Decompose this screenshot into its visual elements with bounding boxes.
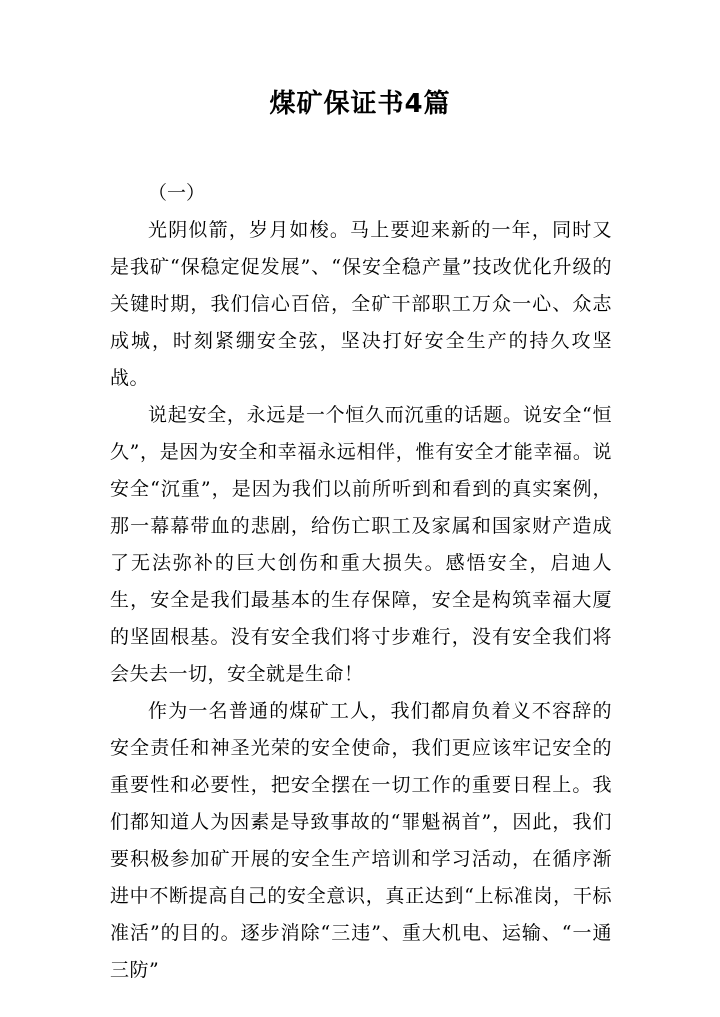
- document-body: [110, 212, 612, 989]
- section-label: （一）: [148, 182, 206, 204]
- paragraph-1: 光阴似箭，岁月如梭。马上要迎来新的一年，同时又是我矿“保稳定促发展”、“保安全稳产量”技改优化升级的关键时期，我们信心百倍，全矿干部职工万众一心、众志成城，时刻紧绷安全弦，坚决打好安全生产的持久攻坚战。: [110, 219, 612, 389]
- paragraph-3: 作为一名普通的煤矿工人，我们都肩负着义不容辞的安全责任和神圣光荣的安全使命，我们更应该牢记安全的重要性和必要性，把安全摆在一切工作的重要日程上。我们都知道人为因素是导致事故的“罪魁祸首”，因此，我们要积极参加矿开展的安全生产培训和学习活动，在循序渐进中不断提高自己的安全意识，真正达到“上标准岗，干标准活”的目的。逐步消除“三违”、重大机电、运输、“一通三防”: [110, 700, 612, 981]
- document-title: 煤矿保证书4篇: [269, 89, 451, 119]
- paragraph-2: 说起安全，永远是一个恒久而沉重的话题。说安全“恒久”，是因为安全和幸福永远相伴，惟有安全才能幸福。说安全“沉重”，是因为我们以前所听到和看到的真实案例，那一幕幕带血的悲剧，给伤亡职工及家属和国家财产造成了无法弥补的巨大创伤和重大损失。感悟安全，启迪人生，安全是我们最基本的生存保障，安全是构筑幸福大厦的坚固根基。没有安全我们将寸步难行，没有安全我们将会失去一切，安全就是生命！: [110, 404, 612, 685]
